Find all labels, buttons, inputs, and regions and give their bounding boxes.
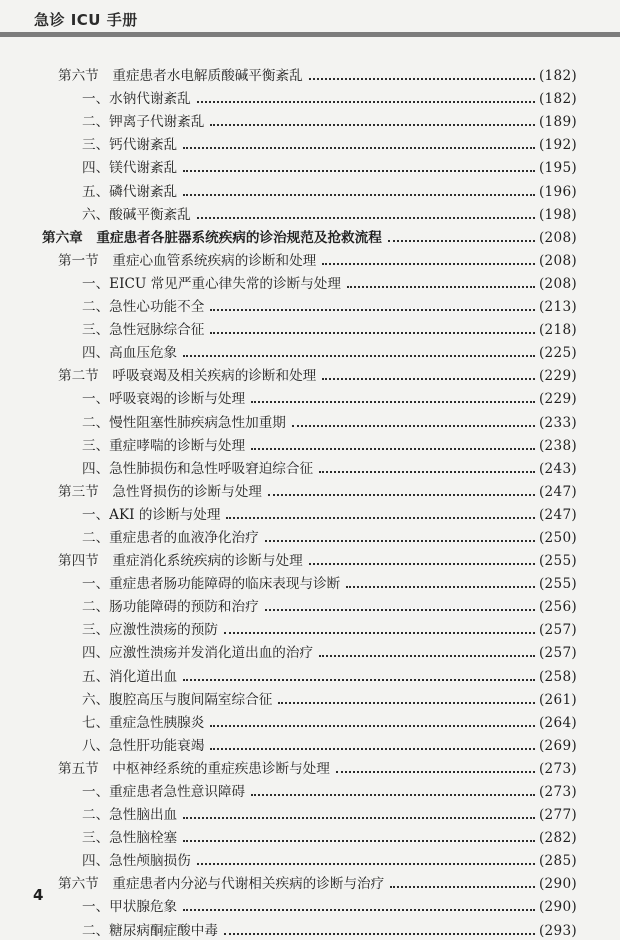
toc-entry-page: (233) — [538, 414, 577, 431]
toc-item-row — [42, 662, 577, 685]
toc-item-row — [42, 339, 577, 362]
toc-item-row — [42, 270, 577, 293]
toc-entry-title: 一、呼吸衰竭的诊断与处理 — [82, 391, 246, 408]
toc-item-row — [42, 85, 577, 108]
toc-item-row — [42, 432, 577, 455]
toc-entry-page: (282) — [538, 830, 577, 847]
toc-item-row — [42, 801, 577, 824]
toc-item-row — [42, 570, 577, 593]
toc-entry-page: (195) — [538, 160, 577, 177]
toc-entry-page: (238) — [538, 437, 577, 454]
toc-entry-title: 二、重症患者的血液净化治疗 — [82, 529, 259, 546]
toc-item-row — [42, 177, 577, 200]
toc-item-row — [42, 686, 577, 709]
toc-entry-title: 四、急性肺损伤和急性呼吸窘迫综合征 — [82, 460, 314, 477]
toc-entry-title: 二、急性心功能不全 — [82, 299, 205, 316]
toc-item-row — [42, 639, 577, 662]
table-of-contents — [42, 62, 577, 940]
dot-leader — [197, 217, 535, 219]
book-title: 急诊 ICU 手册 — [34, 11, 138, 29]
dot-leader — [319, 471, 535, 473]
toc-item-row — [42, 316, 577, 339]
toc-entry-page: (208) — [538, 252, 577, 269]
dot-leader — [347, 286, 535, 288]
dot-leader — [292, 425, 535, 427]
dot-leader — [183, 170, 535, 172]
toc-entry-title: 四、应激性溃疡并发消化道出血的治疗 — [82, 645, 314, 662]
dot-leader — [265, 609, 535, 611]
dot-leader — [265, 540, 535, 542]
toc-entry-title: 四、高血压危象 — [82, 345, 178, 362]
dot-leader — [183, 840, 535, 842]
toc-entry-title: 七、重症急性胰腺炎 — [82, 714, 205, 731]
toc-entry-title: 一、重症患者急性意识障碍 — [82, 784, 246, 800]
toc-entry-title: 第六节 重症患者水电解质酸碱平衡紊乱 — [58, 68, 303, 85]
toc-section-row — [42, 478, 577, 501]
toc-entry-page: (256) — [538, 599, 577, 616]
toc-item-row — [42, 616, 577, 639]
toc-item-row — [42, 824, 577, 847]
toc-entry-title: 一、水钠代谢紊乱 — [82, 91, 191, 108]
toc-section-row — [42, 547, 577, 570]
toc-item-row — [42, 501, 577, 524]
dot-leader — [319, 655, 535, 657]
toc-entry-page: (250) — [538, 529, 577, 546]
dot-leader — [183, 194, 535, 196]
dot-leader — [183, 817, 535, 819]
dot-leader — [226, 517, 535, 519]
dot-leader — [251, 448, 535, 450]
toc-entry-title: 三、钙代谢紊乱 — [82, 137, 178, 154]
toc-entry-page: (277) — [538, 807, 577, 824]
toc-entry-title: 二、慢性阻塞性肺疾病急性加重期 — [82, 414, 286, 431]
toc-entry-page: (218) — [538, 322, 577, 339]
dot-leader — [210, 124, 535, 126]
dot-leader — [309, 78, 535, 80]
toc-entry-page: (243) — [538, 460, 577, 477]
toc-entry-title: 二、钾离子代谢紊乱 — [82, 114, 205, 131]
toc-entry-title: 第四节 重症消化系统疾病的诊断与处理 — [58, 553, 303, 570]
page-number: 4 — [33, 886, 44, 904]
dot-leader — [322, 378, 535, 380]
dot-leader — [390, 886, 535, 888]
dot-leader — [183, 147, 535, 149]
toc-entry-title: 五、消化道出血 — [82, 668, 178, 685]
toc-entry-title: 一、重症患者肠功能障碍的临床表现与诊断 — [82, 576, 341, 593]
dot-leader — [336, 771, 535, 773]
toc-entry-page: (182) — [538, 91, 577, 108]
toc-entry-page: (269) — [538, 737, 577, 754]
toc-entry-page: (264) — [538, 714, 577, 731]
dot-leader — [210, 309, 535, 311]
dot-leader — [210, 748, 535, 750]
dot-leader — [210, 332, 535, 334]
toc-item-row — [42, 916, 577, 939]
toc-entry-title: 一、EICU 常见严重心律失常的诊断与处理 — [82, 275, 341, 292]
toc-entry-page: (285) — [538, 853, 577, 870]
dot-leader — [251, 401, 535, 403]
dot-leader — [224, 632, 535, 634]
toc-entry-title: 第六章 重症患者各脏器系统疾病的诊治规范及抢救流程 — [42, 229, 382, 246]
dot-leader — [183, 355, 535, 357]
toc-entry-title: 第三节 急性肾损伤的诊断与处理 — [58, 483, 262, 500]
toc-entry-page: (261) — [538, 691, 577, 708]
toc-entry-page: (247) — [538, 506, 577, 523]
toc-section-row — [42, 247, 577, 270]
dot-leader — [278, 702, 535, 704]
toc-entry-title: 第五节 中枢神经系统的重症疾患诊断与处理 — [58, 760, 330, 777]
toc-entry-title: 六、酸碱平衡紊乱 — [82, 206, 191, 223]
toc-entry-title: 第一节 重症心血管系统疾病的诊断和处理 — [58, 252, 317, 269]
dot-leader — [251, 794, 535, 796]
toc-entry-page: (290) — [538, 899, 577, 916]
toc-entry-title: 第六节 重症患者内分泌与代谢相关疾病的诊断与治疗 — [58, 876, 385, 893]
toc-chapter-row — [42, 224, 577, 247]
toc-entry-page: (257) — [538, 645, 577, 662]
toc-entry-title: 二、肠功能障碍的预防和治疗 — [82, 599, 259, 616]
toc-entry-page: (293) — [538, 922, 577, 939]
toc-entry-title: 三、应激性溃疡的预防 — [82, 622, 218, 639]
toc-entry-page: (255) — [538, 553, 577, 570]
dot-leader — [197, 101, 535, 103]
toc-item-row — [42, 455, 577, 478]
toc-entry-page: (182) — [538, 68, 577, 85]
toc-entry-page: (192) — [538, 137, 577, 154]
toc-section-row — [42, 62, 577, 85]
dot-leader — [309, 563, 535, 565]
toc-entry-page: (247) — [538, 483, 577, 500]
dot-leader — [224, 933, 535, 935]
toc-entry-page: (213) — [538, 299, 577, 316]
dot-leader — [197, 863, 535, 865]
toc-entry-title: 六、腹腔高压与腹间隔室综合征 — [82, 691, 273, 708]
toc-item-row — [42, 778, 577, 801]
toc-item-row — [42, 732, 577, 755]
toc-entry-page: (273) — [538, 784, 577, 800]
toc-entry-title: 三、重症哮喘的诊断与处理 — [82, 437, 246, 454]
toc-section-row — [42, 362, 577, 385]
toc-entry-page: (196) — [538, 183, 577, 200]
toc-item-row — [42, 293, 577, 316]
toc-entry-page: (208) — [538, 275, 577, 292]
toc-entry-page: (229) — [538, 368, 577, 385]
dot-leader — [183, 909, 535, 911]
toc-entry-page: (273) — [538, 760, 577, 777]
toc-entry-title: 三、急性冠脉综合征 — [82, 322, 205, 339]
toc-section-row — [42, 870, 577, 893]
dot-leader — [322, 263, 535, 265]
toc-entry-page: (208) — [538, 229, 577, 246]
toc-entry-title: 八、急性肝功能衰竭 — [82, 737, 205, 754]
toc-item-row — [42, 524, 577, 547]
toc-item-row — [42, 131, 577, 154]
toc-item-row — [42, 709, 577, 732]
toc-entry-title: 二、急性脑出血 — [82, 807, 178, 824]
toc-entry-page: (257) — [538, 622, 577, 639]
toc-entry-title: 四、镁代谢紊乱 — [82, 160, 178, 177]
toc-item-row — [42, 893, 577, 916]
toc-entry-title: 一、AKI 的诊断与处理 — [82, 506, 221, 523]
toc-item-row — [42, 201, 577, 224]
dot-leader — [183, 679, 535, 681]
toc-entry-page: (225) — [538, 345, 577, 362]
toc-entry-page: (229) — [538, 391, 577, 408]
toc-entry-title: 第二节 呼吸衰竭及相关疾病的诊断和处理 — [58, 368, 317, 385]
running-header — [0, 0, 620, 40]
toc-entry-page: (258) — [538, 668, 577, 685]
dot-leader — [268, 494, 535, 496]
toc-entry-page: (290) — [538, 876, 577, 893]
dot-leader — [346, 586, 535, 588]
toc-item-row — [42, 847, 577, 870]
toc-entry-title: 一、甲状腺危象 — [82, 899, 178, 916]
toc-item-row — [42, 385, 577, 408]
toc-entry-page: (255) — [538, 576, 577, 593]
toc-entry-page: (198) — [538, 206, 577, 223]
header-rule — [0, 32, 620, 37]
toc-item-row — [42, 108, 577, 131]
toc-item-row — [42, 154, 577, 177]
toc-section-row — [42, 755, 577, 778]
toc-entry-title: 三、急性脑栓塞 — [82, 830, 178, 847]
toc-entry-title: 二、糖尿病酮症酸中毒 — [82, 922, 218, 939]
toc-entry-title: 四、急性颅脑损伤 — [82, 853, 191, 870]
dot-leader — [388, 240, 535, 242]
toc-item-row — [42, 593, 577, 616]
toc-item-row — [42, 408, 577, 431]
toc-entry-title: 五、磷代谢紊乱 — [82, 183, 178, 200]
dot-leader — [210, 725, 535, 727]
toc-entry-page: (189) — [538, 114, 577, 131]
